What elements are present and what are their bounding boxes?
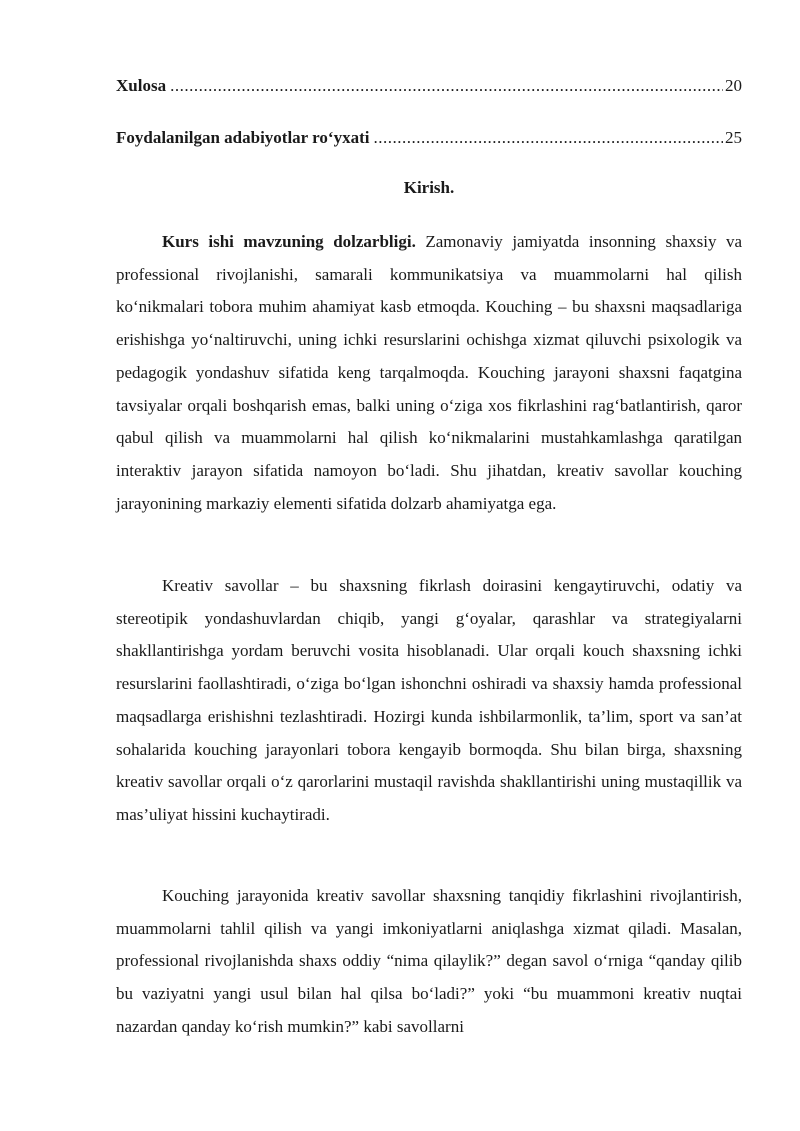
paragraph-text: Kouching jarayonida kreativ savollar shaxsning tanqidiy fikrlashini rivojlantirish, muammolarni tahlil qilish va yangi imkoniyatlarni aniqlashga xizmat qiladi. Masalan, professional rivojlanishda shaxs oddiy “nima qilaylik?” degan savol o‘rniga “qanday qilib bu vaziyatni yangi usul bilan hal qilsa bo‘ladi?” yoki “bu muammoni kreativ nuqtai nazardan qanday ko‘rish mumkin?” kabi savollarni bbox=[116, 886, 742, 1036]
section-heading: Kirish. bbox=[403, 178, 455, 197]
toc-entry-title: Xulosa bbox=[116, 76, 167, 95]
paragraph-relevance bbox=[116, 226, 742, 520]
toc-entry-title: Foydalanilgan adabiyotlar ro‘yxati bbox=[116, 128, 370, 147]
toc-entry-references[interactable] bbox=[116, 128, 742, 148]
toc-entry-page: 20 bbox=[725, 76, 742, 95]
paragraph-text: Kreativ savollar – bu shaxsning fikrlash doirasini kengaytiruvchi, odatiy va stereotipik yondashuvlardan chiqib, yangi g‘oyalar, qarashlar va strategiyalarni shakllantirishga yordam beruvchi vosita hisoblanadi. Ular orqali kouch shaxsning ichki resurslarini faollashtiradi, o‘ziga bo‘lgan ishonchni oshiradi va shaxsiy hamda professional maqsadlarga erishishni tezlashtiradi. Hozirgi kunda ishbilarmonlik, ta’lim, sport va san’at sohalarida kouching jarayonlari tobora kengayib bormoqda. Shu bilan birga, shaxsning kreativ savollar orqali o‘z qarorlarini mustaqil ravishda shakllantirishi uning mustaqillik va mas’uliyat hissini kuchaytiradi. bbox=[116, 576, 742, 824]
toc-leader-dots bbox=[373, 128, 723, 148]
paragraph-creative-questions bbox=[116, 570, 742, 832]
toc-entry-conclusion[interactable] bbox=[116, 76, 742, 96]
paragraph-lead: Kurs ishi mavzuning dolzarbligi. bbox=[162, 232, 416, 251]
paragraph-text: Zamonaviy jamiyatda insonning shaxsiy va professional rivojlanishi, samarali kommunikatsiya va muammolarni hal qilish ko‘nikmalari tobora muhim ahamiyat kasb etmoqda. Kouching – bu shaxsni maqsadlariga erishishga yo‘naltiruvchi, uning ichki resurslarini ochishga xizmat qiluvchi psixologik va pedagogik yondashuv sifatida keng tarqalmoqda. Kouching jarayoni shaxsni faqatgina tavsiyalar orqali boshqarish emas, balki uning o‘ziga xos fikrlashini rag‘batlantirish, qaror qabul qilish va muammolarni hal qilish ko‘nikmalarini mustahkamlashga qaratilgan interaktiv jarayon sifatida namoyon bo‘ladi. Shu jihatdan, kreativ savollar kouching jarayonining markaziy elementi sifatida dolzarb ahamiyatga ega. bbox=[116, 232, 743, 513]
toc-leader-dots bbox=[170, 76, 723, 96]
paragraph-coaching-process bbox=[116, 880, 742, 1044]
toc-entry-page: 25 bbox=[725, 128, 742, 147]
